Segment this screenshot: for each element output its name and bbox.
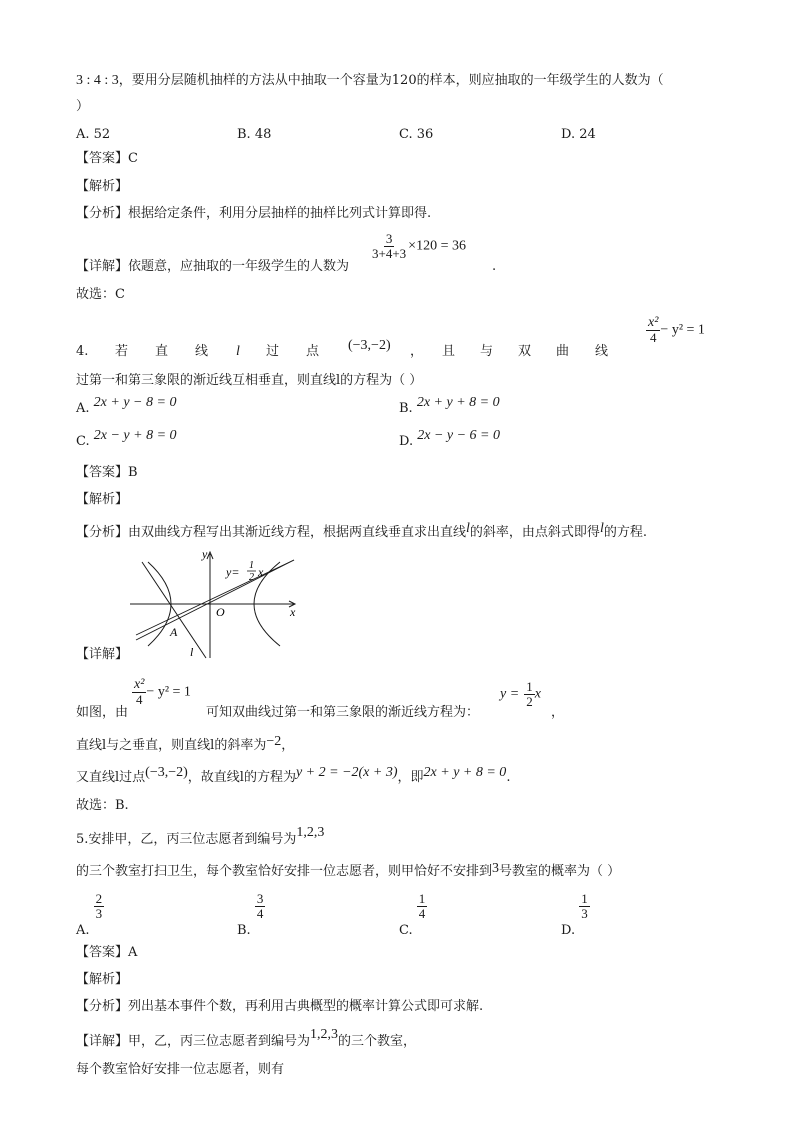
fig-l-label: l — [190, 645, 194, 659]
d3-mid2: ，即 — [397, 770, 424, 785]
opt-label: B. — [237, 923, 251, 938]
opt-label: C. — [76, 434, 90, 449]
q5-line1 — [76, 825, 325, 849]
opt-eq: 2x + y − 8 = 0 — [93, 395, 177, 410]
d1-hyper-num: x² — [134, 677, 145, 692]
analysis-text-2: 的斜率，由点斜式即得 — [469, 525, 600, 540]
answer-tag: 【答案】 — [76, 465, 129, 480]
d1-eq-num: 1 — [526, 679, 533, 694]
opt-label: A. — [76, 923, 90, 938]
q5-line2-post: 号教室的概率为（ ） — [499, 864, 621, 879]
opt-eq: 2x + y + 8 = 0 — [416, 395, 500, 410]
hyper-num: x² — [648, 315, 659, 330]
opt-den: 3 — [95, 906, 103, 921]
d3-mid: ，故直线l的方程为 — [187, 770, 296, 785]
frac-numerator: 3 — [385, 231, 393, 246]
q4-s8: 且 — [442, 344, 456, 359]
answer-tag: 【答案】 — [76, 151, 129, 166]
q5-option-b — [237, 891, 265, 938]
d1-eq-frac — [524, 680, 535, 709]
detail-text: 甲，乙，丙三位志愿者到编号为 — [128, 1034, 311, 1049]
d2-value: −2 — [266, 734, 282, 749]
q5-option-d — [561, 891, 590, 938]
q3-line1 — [76, 72, 664, 90]
d1-eq-den: 2 — [526, 694, 533, 709]
opt-num: 1 — [418, 891, 426, 906]
q3-answer — [76, 150, 138, 168]
q4-line2: 过第一和第三象限的渐近线互相垂直，则直线l的方程为（ ） — [76, 373, 423, 388]
q4-detail-label: 【详解】 — [76, 647, 129, 662]
analysis-tag: 【分析】 — [76, 999, 129, 1014]
d1-hyper-fraction — [132, 678, 146, 707]
hyperbola-figure — [128, 548, 308, 660]
analysis-text: 根据给定条件，利用分层抽样的抽样比列式计算即得. — [128, 206, 432, 221]
analysis-l-2: l — [599, 521, 604, 536]
q4-s4: 过 — [266, 344, 280, 359]
detail-tag: 【详解】 — [76, 1034, 129, 1049]
hyper-den: 4 — [649, 330, 657, 345]
opt-frac — [579, 892, 590, 921]
detail-tag: 【详解】 — [76, 259, 129, 274]
q4-analysis — [76, 521, 647, 542]
q3-option-d: D. 24 — [561, 127, 596, 142]
opt-label: B. — [399, 401, 413, 416]
opt-frac — [417, 892, 428, 921]
detail-text: 依题意，应抽取的一年级学生的人数为 — [128, 259, 350, 274]
q5-line2-text: 的三个教室打扫卫生，每个教室恰好安排一位志愿者，则甲恰好不安排到 — [76, 864, 493, 879]
analysis-l: l — [466, 521, 470, 536]
fig-asym-lhs: y= — [226, 565, 240, 579]
q5-detail — [76, 1027, 417, 1051]
q3-fraction — [370, 232, 408, 261]
q4-s3: l — [236, 344, 240, 359]
d3-pre: 又直线l过点 — [76, 770, 146, 785]
q4-s6: (−3,−2) — [348, 338, 391, 353]
d3-point: (−3,−2) — [145, 765, 188, 780]
frac-denominator: 3+4+3 — [372, 246, 407, 261]
q3-detail-end: . — [492, 259, 497, 274]
q4-d1-pre: 如图，由 — [76, 705, 129, 720]
analysis-text: 列出基本事件个数，再利用古典概型的概率计算公式即可求解. — [128, 999, 484, 1014]
q4-s1: 直 — [155, 344, 169, 359]
detail-post: 的三个教室， — [338, 1034, 417, 1049]
answer-tag: 【答案】 — [76, 945, 129, 960]
q4-option-b — [399, 395, 500, 418]
opt-frac — [255, 892, 266, 921]
opt-eq: 2x − y + 8 = 0 — [93, 428, 177, 443]
hyper-tail: − y² = 1 — [660, 322, 705, 338]
fig-o-label: O — [216, 605, 225, 619]
q5-last-line: 每个教室恰好安排一位志愿者，则有 — [76, 1062, 285, 1077]
q3-jiexi: 【解析】 — [76, 179, 129, 194]
q4-choose: 故选：B. — [76, 798, 129, 813]
d1-hyper-tail: − y² = 1 — [146, 684, 191, 700]
q3-choose: 故选：C — [76, 287, 125, 302]
analysis-text-1: 由双曲线方程写出其渐近线方程，根据两直线垂直求出直线 — [128, 525, 467, 540]
q4-d2 — [76, 734, 295, 755]
q4-s2: 线 — [195, 344, 209, 359]
opt-num: 2 — [95, 891, 103, 906]
fig-x-label: x — [290, 605, 296, 619]
q4-s11: 曲 — [556, 344, 570, 359]
d1-eq-var: x — [534, 686, 541, 702]
q5-line2 — [76, 863, 620, 881]
q4-d1-mid: 可知双曲线过第一和第三象限的渐近线方程为： — [206, 705, 480, 720]
q4-s7: ， — [410, 344, 424, 359]
q4-jiexi: 【解析】 — [76, 492, 129, 507]
detail-room-nums: 1,2,3 — [310, 1027, 339, 1042]
q4-s10: 双 — [518, 344, 532, 359]
frac-tail: ×120 = 36 — [408, 238, 466, 254]
q4-d1-end: ， — [551, 705, 565, 720]
opt-label: C. — [399, 923, 413, 938]
q4-d3 — [76, 765, 511, 787]
fig-a-label: A — [170, 625, 178, 639]
d3-eq: y + 2 = −2(x + 3) — [295, 765, 398, 780]
q4-answer — [76, 464, 138, 482]
q3-line2: ） — [76, 99, 90, 114]
line-l — [142, 562, 206, 658]
q3-detail — [76, 258, 349, 276]
answer-value: C — [128, 151, 138, 166]
q4-s5: 点 — [306, 344, 320, 359]
q4-s12: 线 — [595, 344, 609, 359]
opt-den: 3 — [581, 906, 588, 921]
asymptote-1 — [136, 560, 294, 640]
opt-label: D. — [561, 923, 576, 938]
opt-num: 3 — [256, 891, 264, 906]
answer-value: B — [128, 465, 138, 480]
opt-label: D. — [399, 434, 414, 449]
q5-jiexi: 【解析】 — [76, 972, 129, 987]
q5-option-a — [76, 891, 104, 938]
q4-s0: 若 — [115, 344, 129, 359]
q4-s9: 与 — [480, 344, 494, 359]
q3-stem: ，要用分层随机抽样的方法从中抽取一个容量为120的样本，则应抽取的一年级学生的人数为（ — [118, 73, 664, 88]
q5-room-3: 3 — [492, 861, 500, 876]
opt-den: 4 — [256, 906, 264, 921]
q5-answer — [76, 944, 137, 962]
q4-option-d — [399, 428, 501, 451]
answer-value: A — [128, 945, 138, 960]
d2-end: ， — [281, 738, 295, 753]
q3-option-a: A. 52 — [76, 127, 111, 142]
d3-eq2: 2x + y + 8 = 0 — [423, 765, 507, 780]
d2-text: 直线l与之垂直，则直线l的斜率为 — [76, 738, 267, 753]
opt-frac — [94, 892, 105, 921]
analysis-text-3: 的方程. — [603, 525, 647, 540]
q4-hyperbola-eq — [646, 316, 705, 345]
opt-den: 4 — [418, 906, 426, 921]
q3-fraction-expr — [370, 232, 466, 261]
fig-asym-num: 1 — [249, 560, 254, 571]
q3-option-b: B. 48 — [237, 127, 272, 142]
q4-d1-hyper — [132, 678, 191, 707]
d3-end: . — [506, 770, 511, 785]
q5-room-nums: 1,2,3 — [296, 825, 325, 840]
q4-number: 4. — [76, 344, 89, 359]
q3-analysis — [76, 205, 431, 223]
q4-option-a — [76, 395, 177, 418]
fig-y-label: y — [202, 548, 208, 561]
d1-hyper-den: 4 — [135, 692, 143, 707]
opt-label: A. — [76, 401, 90, 416]
opt-num: 1 — [581, 891, 588, 906]
analysis-tag: 【分析】 — [76, 206, 129, 221]
opt-eq: 2x − y − 6 = 0 — [417, 428, 501, 443]
q5-line1-text: 5.安排甲，乙，丙三位志愿者到编号为 — [76, 832, 297, 847]
q3-option-c: C. 36 — [399, 127, 434, 142]
q5-option-c — [399, 891, 427, 938]
analysis-tag: 【分析】 — [76, 525, 129, 540]
fig-asym-var: x — [258, 565, 264, 579]
q5-analysis — [76, 998, 483, 1016]
fig-asym-den: 2 — [249, 572, 254, 583]
d1-eq-lhs: y = — [500, 686, 520, 702]
hyper-fraction — [646, 316, 660, 345]
q4-option-c — [76, 428, 177, 451]
q3-ratio: 3 : 4 : 3 — [76, 73, 119, 88]
q4-d1-asym-eq — [500, 680, 541, 709]
